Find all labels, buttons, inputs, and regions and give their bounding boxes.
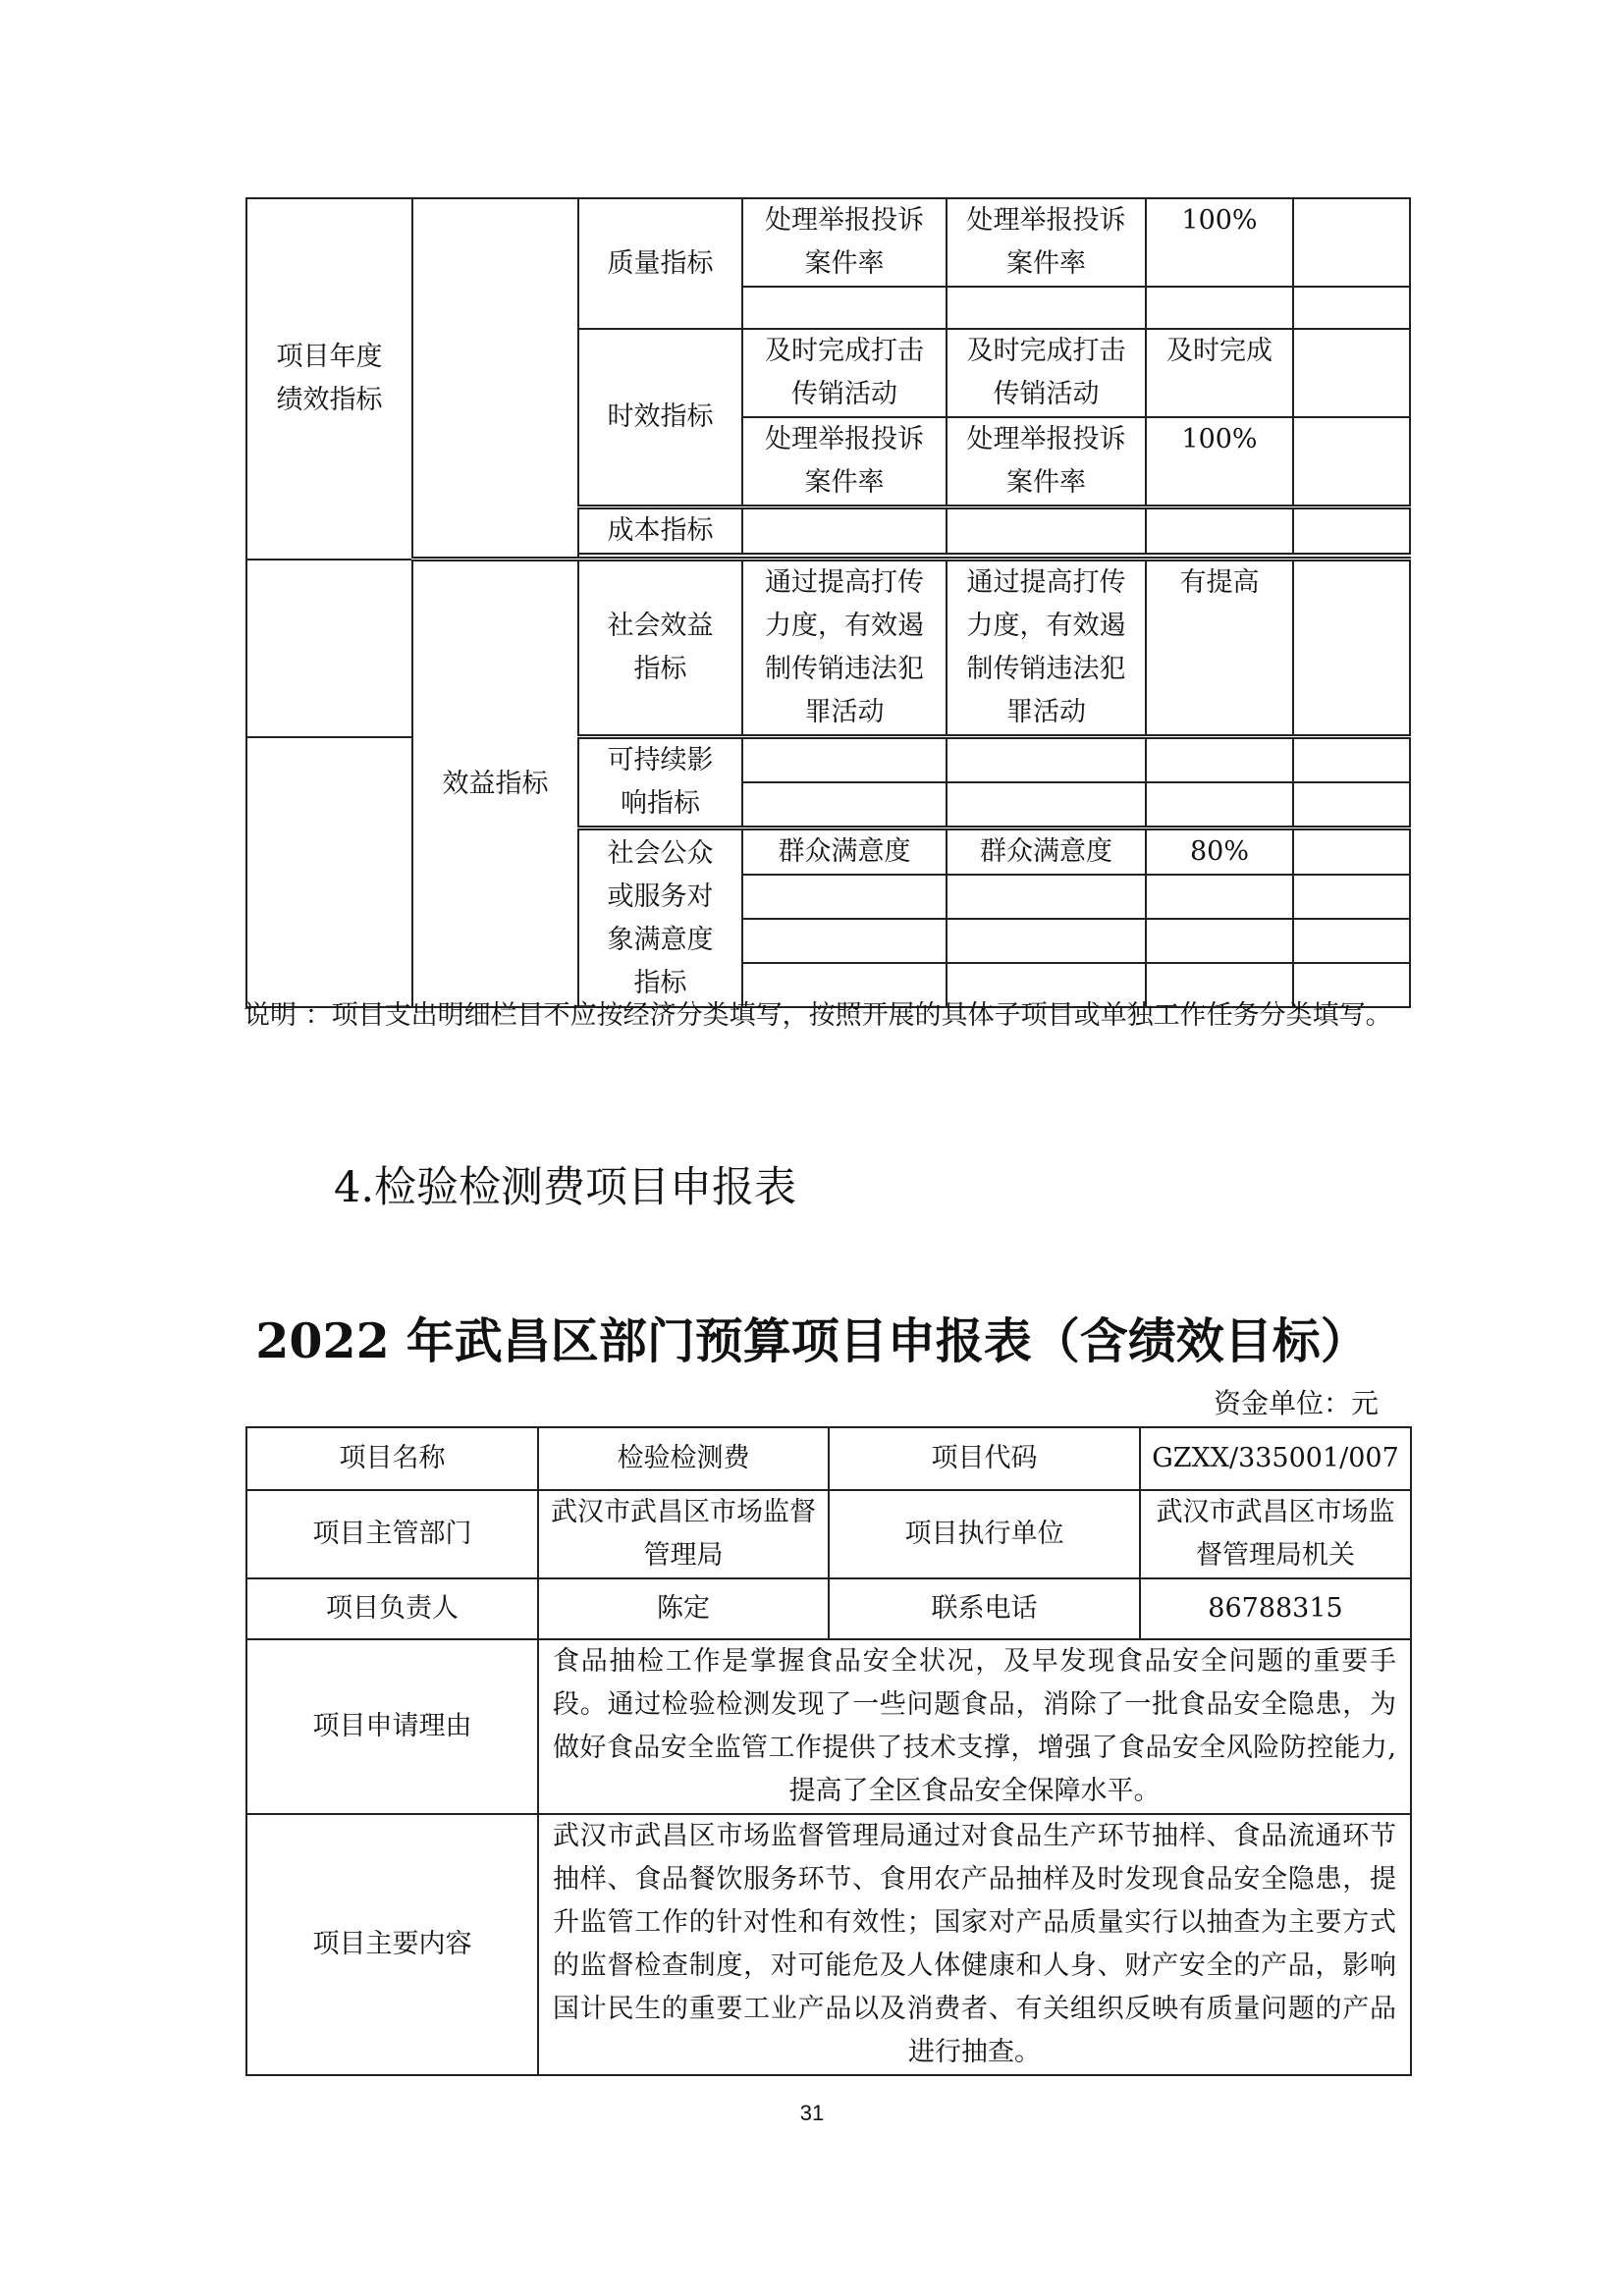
table-cell <box>742 287 947 329</box>
table-cell <box>742 782 947 828</box>
project-code-value: GZXX/335001/007 <box>1140 1427 1411 1490</box>
social-benefit-indicator-label: 社会效益指标 <box>578 560 742 737</box>
application-reason-value: 食品抽检工作是掌握食品安全状况，及早发现食品安全问题的重要手段。通过检验检测发现了一些问题食品，消除了一批食品安全隐患，为做好食品安全监管工作提供了技术支撑，增强了食品安全风险防控能力,提高了全区食品安全保障水平。 <box>538 1639 1411 1814</box>
project-name-value: 检验检测费 <box>538 1427 829 1490</box>
table-cell: 通过提高打传力度，有效遏制传销违法犯罪活动 <box>947 560 1146 737</box>
table-cell <box>1293 737 1410 783</box>
table-cell: 处理举报投诉案件率 <box>947 417 1146 507</box>
annual-group-continued-2 <box>246 737 412 1008</box>
table-cell <box>1293 828 1410 876</box>
table-cell: 处理举报投诉案件率 <box>742 417 947 507</box>
annual-group-continued <box>246 560 412 737</box>
managing-department-label: 项目主管部门 <box>246 1490 538 1578</box>
table-cell <box>947 782 1146 828</box>
table-cell <box>742 875 947 919</box>
table-cell <box>1293 417 1410 507</box>
executing-unit-value: 武汉市武昌区市场监督管理局机关 <box>1140 1490 1411 1578</box>
table-cell <box>1293 507 1410 555</box>
table-cell <box>1146 919 1293 963</box>
table-cell <box>742 919 947 963</box>
project-application-table <box>245 1426 1412 2076</box>
timeliness-indicator-label: 时效指标 <box>578 329 742 507</box>
project-owner-label: 项目负责人 <box>246 1578 538 1639</box>
contact-phone-label: 联系电话 <box>829 1578 1140 1639</box>
project-owner-value: 陈定 <box>538 1578 829 1639</box>
annual-indicator-group-label: 项目年度绩效指标 <box>246 198 412 560</box>
table-cell <box>1146 875 1293 919</box>
table-cell: 处理举报投诉案件率 <box>742 198 947 287</box>
table-cell: 通过提高打传力度，有效遏制传销违法犯罪活动 <box>742 560 947 737</box>
table-cell <box>1293 198 1410 287</box>
table-cell: 及时完成 <box>1146 329 1293 417</box>
table-cell <box>1146 782 1293 828</box>
table-cell <box>947 875 1146 919</box>
sustainable-impact-indicator-label: 可持续影响指标 <box>578 737 742 828</box>
table-note: 说明 ：项目支出明细栏目不应按经济分类填写，按照开展的具体子项目或单独工作任务分类填写。 <box>244 1000 1392 1031</box>
table-cell: 群众满意度 <box>947 828 1146 876</box>
satisfaction-indicator-label: 社会公众或服务对象满意度指标 <box>578 828 742 1008</box>
performance-indicator-table <box>245 197 1411 1008</box>
benefit-indicator-label: 效益指标 <box>412 560 578 1008</box>
table-cell: 80% <box>1146 828 1293 876</box>
table-cell: 及时完成打击传销活动 <box>742 329 947 417</box>
table-cell <box>1293 782 1410 828</box>
table-cell <box>1146 287 1293 329</box>
table-cell <box>947 287 1146 329</box>
table-cell: 100% <box>1146 198 1293 287</box>
managing-department-value: 武汉市武昌区市场监督管理局 <box>538 1490 829 1578</box>
table-cell <box>947 737 1146 783</box>
table-cell: 群众满意度 <box>742 828 947 876</box>
table-cell <box>1293 560 1410 737</box>
table-cell <box>742 507 947 555</box>
table-cell <box>1293 329 1410 417</box>
table-cell <box>947 919 1146 963</box>
section-heading: 4.检验检测费项目申报表 <box>334 1163 797 1212</box>
project-code-label: 项目代码 <box>829 1427 1140 1490</box>
main-content-value: 武汉市武昌区市场监督管理局通过对食品生产环节抽样、食品流通环节抽样、食品餐饮服务环节、食用农产品抽样及时发现食品安全隐患，提升监管工作的针对性和有效性；国家对产品质量实行以抽查为主要方式的监督检查制度，对可能危及人体健康和人身、财产安全的产品，影响国计民生的重要工业产品以及消费者、有关组织反映有质量问题的产品进行抽查。 <box>538 1814 1411 2075</box>
executing-unit-label: 项目执行单位 <box>829 1490 1140 1578</box>
table-cell <box>947 507 1146 555</box>
table-cell: 有提高 <box>1146 560 1293 737</box>
funding-unit-label: 资金单位：元 <box>1213 1387 1379 1419</box>
cost-indicator-label: 成本指标 <box>578 507 742 555</box>
table-cell <box>1146 507 1293 555</box>
document-title: 2022 年武昌区部门预算项目申报表（含绩效目标） <box>255 1312 1369 1369</box>
application-reason-label: 项目申请理由 <box>246 1639 538 1814</box>
main-content-label: 项目主要内容 <box>246 1814 538 2075</box>
table-cell: 及时完成打击传销活动 <box>947 329 1146 417</box>
output-indicator-blank <box>412 198 578 560</box>
table-cell: 处理举报投诉案件率 <box>947 198 1146 287</box>
quality-indicator-label: 质量指标 <box>578 198 742 329</box>
table-cell <box>1146 737 1293 783</box>
project-name-label: 项目名称 <box>246 1427 538 1490</box>
table-cell <box>1293 287 1410 329</box>
table-cell <box>1293 919 1410 963</box>
table-cell: 100% <box>1146 417 1293 507</box>
table-cell <box>742 737 947 783</box>
table-cell <box>1293 875 1410 919</box>
contact-phone-value: 86788315 <box>1140 1578 1411 1639</box>
page-number: 31 <box>799 2101 825 2125</box>
